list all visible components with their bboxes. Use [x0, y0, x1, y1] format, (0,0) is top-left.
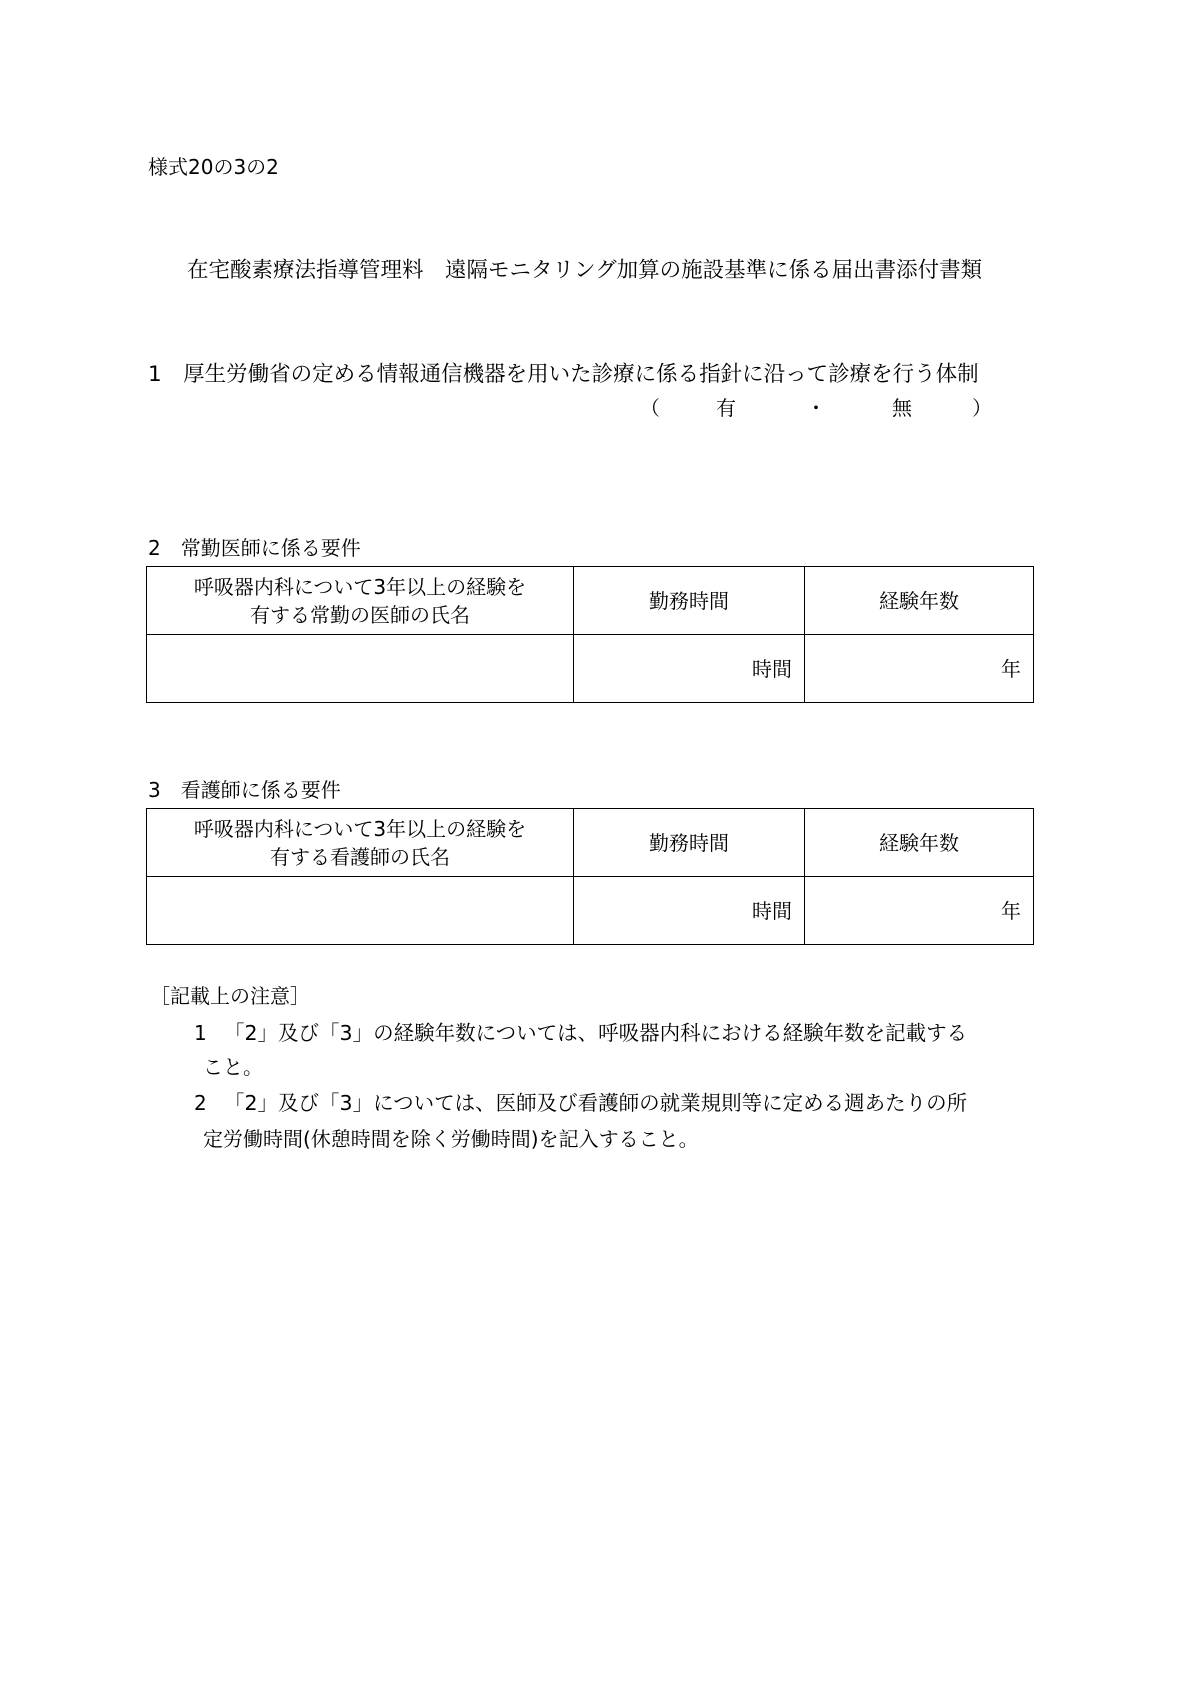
section3-label: 3 看護師に係る要件 [148, 778, 341, 802]
document-title: 在宅酸素療法指導管理料 遠隔モニタリング加算の施設基準に係る届出書添付書類 [187, 258, 983, 283]
note-2-line2: 定労働時間(休憩時間を除く労働時間)を記入すること。 [203, 1127, 699, 1151]
nurse-table [146, 808, 1034, 945]
nurse-years-cell[interactable]: 年 [805, 877, 1034, 945]
note-2-line1: 「2」及び「3」については、医師及び看護師の就業規則等に定める週あたりの所 [224, 1091, 968, 1115]
doctor-name-cell[interactable] [147, 635, 574, 703]
header-hours: 勤務時間 [574, 809, 805, 877]
header-years: 経験年数 [805, 567, 1034, 635]
form-number: 様式20の3の2 [148, 155, 279, 179]
doctor-table [146, 566, 1034, 703]
choice-separator: ・ [806, 396, 826, 420]
header-hours: 勤務時間 [574, 567, 805, 635]
header-name: 呼吸器内科について3年以上の経験を 有する常勤の医師の氏名 [147, 567, 574, 635]
choice-no[interactable]: 無 [892, 396, 912, 420]
choice-yes[interactable]: 有 [716, 396, 736, 420]
header-name: 呼吸器内科について3年以上の経験を 有する看護師の氏名 [147, 809, 574, 877]
note-1-line2: こと。 [203, 1055, 263, 1079]
section2-label: 2 常勤医師に係る要件 [148, 536, 361, 560]
section1-label: 1 厚生労働省の定める情報通信機器を用いた診療に係る指針に沿って診療を行う体制 [148, 362, 979, 387]
nurse-hours-cell[interactable]: 時間 [574, 877, 805, 945]
nurse-name-cell[interactable] [147, 877, 574, 945]
note-1-number: 1 [194, 1021, 207, 1045]
doctor-hours-cell[interactable]: 時間 [574, 635, 805, 703]
choice-close: ） [972, 396, 992, 420]
doctor-years-cell[interactable]: 年 [805, 635, 1034, 703]
header-years: 経験年数 [805, 809, 1034, 877]
note-1-line1: 「2」及び「3」の経験年数については、呼吸器内科における経験年数を記載する [224, 1021, 968, 1045]
note-2-number: 2 [194, 1091, 207, 1115]
choice-open: （ [640, 396, 660, 420]
notes-heading: ［記載上の注意］ [150, 984, 310, 1008]
